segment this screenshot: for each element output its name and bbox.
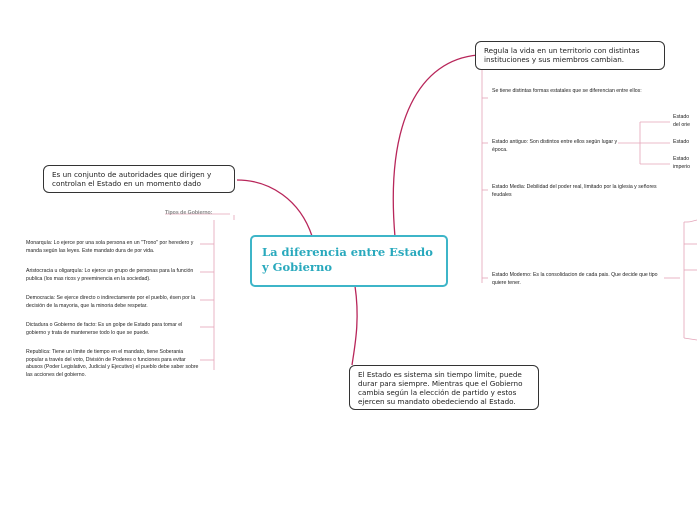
node-antiguo-child-3[interactable]: Estado	[673, 156, 690, 162]
central-topic-label: La diferencia entre Estado y Gobierno	[262, 245, 433, 274]
node-tipo-republica[interactable]: Republica: Tiene un limite de tiempo en el mandato, tiene Soberania popular a través del voto, División de Poderes o funciones para evitar abusos (Poder Legislativo, Judicial y Ejecutivo) el pueblo debe saber sobre las acciones del gobierno.	[26, 349, 199, 378]
node-tipos-de-gobierno[interactable]: Tipos de Gobierno:	[165, 210, 213, 216]
link-central-right-top	[393, 55, 478, 237]
node-antiguo-child-3b: imperio	[673, 164, 691, 170]
node-tipo-monarquia[interactable]: Monarquía: Lo ejerce por una sola persona en un "Trono" por heredero y manda según las leyes. Este mandato dura de por vida.	[26, 240, 194, 254]
node-estado-definicion[interactable]: Regula la vida en un territorio con distintas instituciones y sus miembros cambian.	[475, 41, 665, 70]
link-central-left-top	[237, 180, 312, 236]
node-tipo-aristocracia[interactable]: Aristocracia u oligarquía: Lo ejerce un grupo de personas para la función publica (los mas ricos y preeminencia en la sociedad).	[26, 268, 194, 282]
node-estado-media[interactable]: Estado Media: Debilidad del poder real, limitado por la iglesia y señores feudales	[492, 184, 657, 198]
node-antiguo-child-2[interactable]: Estado	[673, 139, 690, 145]
node-tipo-dictadura[interactable]: Dictadura o Gobierno de facto: Es un golpe de Estado para tomar el gobierno y trata de mantenerse todo lo que se puede.	[26, 322, 183, 336]
node-gobierno-definicion[interactable]: Es un conjunto de autoridades que dirigen y controlan el Estado en un momento dado	[43, 165, 235, 193]
node-tipo-democracia[interactable]: Democracia: Se ejerce directo o indirectamente por el pueblo, ésen por la decisión de la mayoria, que la minoria debe respetar.	[26, 295, 196, 309]
node-estado-vs-gobierno[interactable]: El Estado es sistema sin tiempo limite, puede durar para siempre. Mientras que el Gobierno cambia según la elección de partido y estos ejercen su mandato obedeciendo al Estado.	[349, 365, 539, 410]
node-formas-estatales[interactable]: Se tiene distintas formas estatales que se diferencian entre ellos:	[492, 88, 642, 94]
node-estado-moderno[interactable]: Estado Moderno: Es la consolidacion de cada pais. Que decide que tipo quiere tener.	[492, 272, 658, 286]
link-central-bottom	[352, 286, 357, 365]
node-estado-antiguo[interactable]: Estado antiguo: Son distintos entre ellos según lugar y época.	[492, 139, 618, 153]
node-antiguo-child-1b: del orie	[673, 122, 691, 128]
central-topic[interactable]	[250, 235, 448, 287]
node-antiguo-child-1[interactable]: Estado	[673, 114, 690, 120]
